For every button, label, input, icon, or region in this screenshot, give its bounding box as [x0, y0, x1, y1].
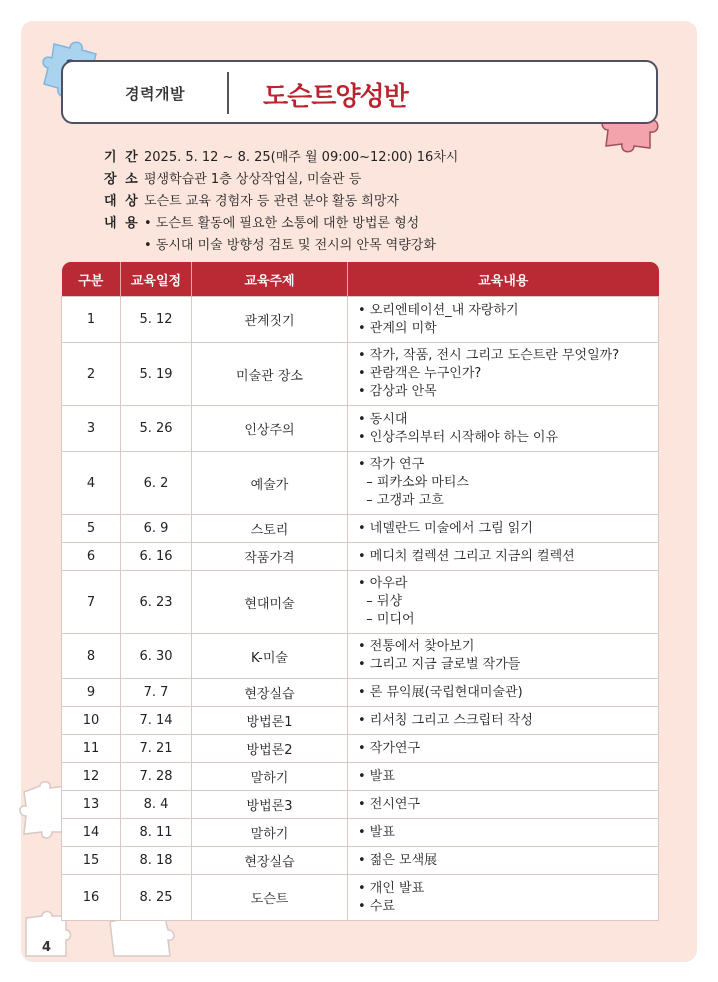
- cell-topic: K-미술: [192, 634, 348, 679]
- content-line: • 관람객은 누구인가?: [358, 366, 482, 381]
- content-line: • 젊은 모색展: [358, 852, 438, 868]
- cell-topic: 현장실습: [192, 847, 348, 875]
- table-row: [62, 343, 659, 406]
- info-row-period: [104, 147, 458, 169]
- table-row: [62, 515, 659, 543]
- cell-no: 11: [62, 735, 121, 763]
- table-row: [62, 679, 659, 707]
- cell-content: [348, 707, 659, 735]
- cell-content: [348, 452, 659, 515]
- cell-content: [348, 875, 659, 921]
- content-line: • 작가 연구: [358, 457, 425, 472]
- content-line: – 미디어: [358, 612, 415, 627]
- content-line: • 발표: [358, 768, 395, 784]
- cell-date: 6. 30: [121, 634, 192, 679]
- table-row: [62, 297, 659, 343]
- page-title: 도슨트양성반: [263, 82, 408, 112]
- info-label: 대 상: [104, 194, 140, 209]
- cell-no: 4: [62, 452, 121, 515]
- info-label: 장 소: [104, 172, 140, 187]
- table-body: [62, 297, 659, 921]
- table-row: [62, 763, 659, 791]
- content-line: • 감상과 안목: [358, 384, 437, 399]
- content-line: • 작가연구: [358, 740, 421, 756]
- content-line: • 전통에서 찾아보기: [358, 639, 475, 654]
- table-header-row: [62, 262, 659, 297]
- cell-date: 6. 2: [121, 452, 192, 515]
- cell-topic: 예술가: [192, 452, 348, 515]
- cell-topic: 방법론3: [192, 791, 348, 819]
- info-row-content: [104, 213, 458, 257]
- cell-content: [348, 406, 659, 452]
- cell-no: 12: [62, 763, 121, 791]
- header-content: 교육내용: [348, 262, 659, 297]
- content-line: • 작가, 작품, 전시 그리고 도슨트란 무엇일까?: [358, 348, 620, 363]
- cell-topic: 관계짓기: [192, 297, 348, 343]
- cell-content: [348, 847, 659, 875]
- cell-date: 8. 25: [121, 875, 192, 921]
- cell-topic: 방법론1: [192, 707, 348, 735]
- cell-topic: 미술관 장소: [192, 343, 348, 406]
- cell-topic: 인상주의: [192, 406, 348, 452]
- cell-content: [348, 543, 659, 571]
- content-line: • 개인 발표: [358, 880, 425, 896]
- cell-no: 6: [62, 543, 121, 571]
- category-label: 경력개발: [125, 85, 185, 103]
- cell-topic: 현대미술: [192, 571, 348, 634]
- info-value: 평생학습관 1층 상상작업실, 미술관 등: [144, 172, 362, 187]
- info-label: 기 간: [104, 150, 140, 165]
- cell-content: [348, 571, 659, 634]
- cell-content: [348, 634, 659, 679]
- schedule-table: [61, 262, 659, 921]
- divider: [227, 72, 229, 114]
- cell-no: 7: [62, 571, 121, 634]
- cell-no: 9: [62, 679, 121, 707]
- cell-content: [348, 297, 659, 343]
- cell-content: [348, 679, 659, 707]
- table-row: [62, 819, 659, 847]
- cell-topic: 방법론2: [192, 735, 348, 763]
- cell-date: 5. 26: [121, 406, 192, 452]
- content-line: • 론 뮤익展(국립현대미술관): [358, 684, 523, 700]
- cell-date: 7. 21: [121, 735, 192, 763]
- cell-topic: 도슨트: [192, 875, 348, 921]
- cell-no: 10: [62, 707, 121, 735]
- info-bullets: [144, 213, 436, 257]
- cell-no: 8: [62, 634, 121, 679]
- cell-date: 6. 23: [121, 571, 192, 634]
- cell-date: 8. 4: [121, 791, 192, 819]
- cell-topic: 현장실습: [192, 679, 348, 707]
- table-row: [62, 875, 659, 921]
- content-line: • 리서칭 그리고 스크립터 작성: [358, 712, 533, 728]
- content-line: • 인상주의부터 시작해야 하는 이유: [358, 429, 559, 445]
- content-line: • 오리엔테이션_내 자랑하기: [358, 302, 519, 318]
- cell-content: [348, 735, 659, 763]
- table-row: [62, 791, 659, 819]
- info-value: 2025. 5. 12 ~ 8. 25(매주 월 09:00~12:00) 16차시: [144, 150, 459, 165]
- cell-topic: 말하기: [192, 763, 348, 791]
- header-no: 구분: [62, 262, 121, 297]
- cell-no: 3: [62, 406, 121, 452]
- cell-date: 7. 28: [121, 763, 192, 791]
- cell-date: 6. 16: [121, 543, 192, 571]
- cell-date: 7. 14: [121, 707, 192, 735]
- cell-content: [348, 515, 659, 543]
- content-line: • 전시연구: [358, 796, 421, 812]
- cell-no: 2: [62, 343, 121, 406]
- table-row: [62, 452, 659, 515]
- table-row: [62, 735, 659, 763]
- cell-topic: 스토리: [192, 515, 348, 543]
- cell-content: [348, 791, 659, 819]
- cell-content: [348, 343, 659, 406]
- content-line: – 피카소와 마티스: [358, 475, 469, 490]
- header-date: 교육일정: [121, 262, 192, 297]
- table-row: [62, 543, 659, 571]
- header-banner: [61, 60, 658, 124]
- info-row-target: [104, 191, 458, 213]
- content-line: • 아우라: [358, 576, 408, 591]
- cell-date: 8. 18: [121, 847, 192, 875]
- cell-date: 7. 7: [121, 679, 192, 707]
- cell-topic: 말하기: [192, 819, 348, 847]
- table-row: [62, 634, 659, 679]
- table-row: [62, 847, 659, 875]
- header-topic: 교육주제: [192, 262, 348, 297]
- page-number: 4: [42, 940, 52, 955]
- content-line: – 고갱과 고흐: [358, 493, 444, 508]
- info-row-place: [104, 169, 458, 191]
- cell-no: 5: [62, 515, 121, 543]
- cell-date: 6. 9: [121, 515, 192, 543]
- info-label: 내 용: [104, 216, 140, 231]
- cell-date: 5. 19: [121, 343, 192, 406]
- cell-content: [348, 819, 659, 847]
- info-value: 도슨트 교육 경험자 등 관련 분야 활동 희망자: [144, 194, 399, 209]
- content-line: • 네델란드 미술에서 그림 읽기: [358, 520, 533, 536]
- content-line: • 발표: [358, 824, 395, 840]
- cell-no: 16: [62, 875, 121, 921]
- content-line: • 관계의 미학: [358, 320, 437, 336]
- info-bullet: • 동시대 미술 방향성 검토 및 전시의 안목 역량강화: [144, 238, 436, 253]
- table-row: [62, 406, 659, 452]
- content-line: • 수료: [358, 898, 395, 914]
- table-row: [62, 571, 659, 634]
- cell-no: 15: [62, 847, 121, 875]
- cell-topic: 작품가격: [192, 543, 348, 571]
- content-line: • 메디치 컬렉션 그리고 지금의 컬렉션: [358, 548, 575, 564]
- content-line: – 뒤샹: [358, 594, 403, 609]
- content-line: • 동시대: [358, 411, 408, 427]
- content-line: • 그리고 지금 글로벌 작가들: [358, 657, 521, 672]
- course-info: [104, 147, 458, 257]
- cell-content: [348, 763, 659, 791]
- cell-date: 8. 11: [121, 819, 192, 847]
- cell-no: 13: [62, 791, 121, 819]
- cell-no: 14: [62, 819, 121, 847]
- cell-date: 5. 12: [121, 297, 192, 343]
- table-row: [62, 707, 659, 735]
- info-bullet: • 도슨트 활동에 필요한 소통에 대한 방법론 형성: [144, 216, 420, 231]
- cell-no: 1: [62, 297, 121, 343]
